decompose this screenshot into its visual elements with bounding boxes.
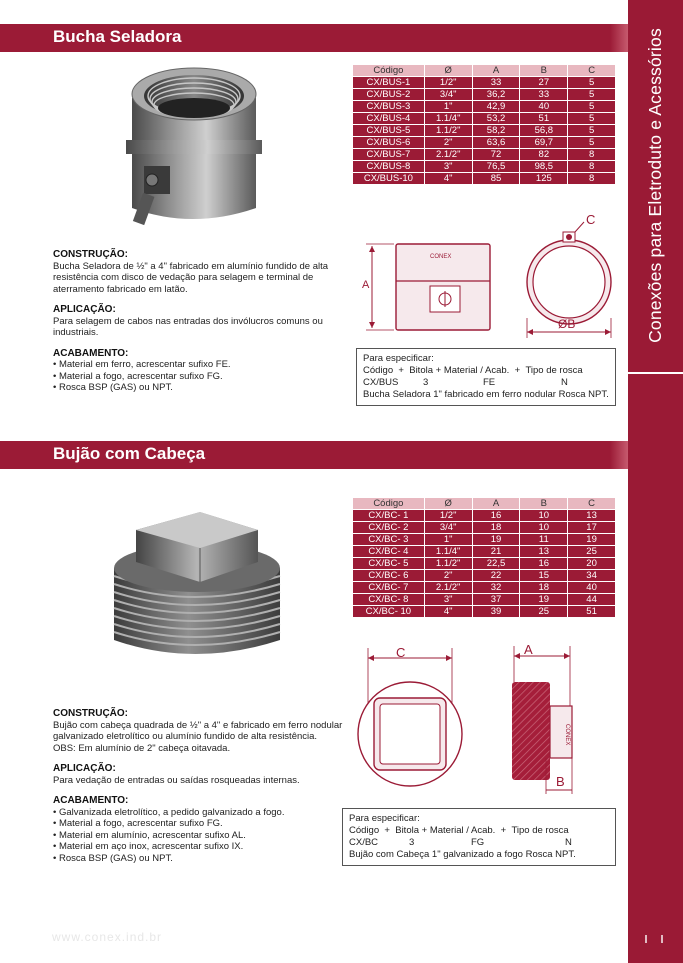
table-cell: 2.1/2" xyxy=(424,149,472,161)
table-cell: 10 xyxy=(520,522,568,534)
diagram-label-b: B xyxy=(556,774,565,789)
table-cell: 56,8 xyxy=(520,125,568,137)
table-row xyxy=(353,522,616,534)
table-row xyxy=(353,582,616,594)
section2-title: Bujão com Cabeça xyxy=(53,444,206,463)
acabamento-item: • Material em aço inox, acrescentar sufixo IX. xyxy=(53,841,244,852)
diagram-label-a: A xyxy=(524,642,533,657)
col-header-diameter: Ø xyxy=(424,498,472,510)
table-cell: 44 xyxy=(568,594,616,606)
table-cell: 1" xyxy=(424,534,472,546)
table-cell: 2" xyxy=(424,137,472,149)
table-cell: 69,7 xyxy=(520,137,568,149)
table-cell: 40 xyxy=(568,582,616,594)
table-cell: CX/BUS-3 xyxy=(353,101,425,113)
table-header-row xyxy=(353,65,616,77)
table-row xyxy=(353,173,616,185)
table-cell: CX/BC- 5 xyxy=(353,558,425,570)
table-row xyxy=(353,149,616,161)
table-cell: CX/BUS-4 xyxy=(353,113,425,125)
table-cell: 3/4" xyxy=(424,522,472,534)
table-cell: 33 xyxy=(520,89,568,101)
table-row xyxy=(353,125,616,137)
sidebar-divider xyxy=(628,372,683,374)
table-cell: 33 xyxy=(472,77,520,89)
col-header-a: A xyxy=(472,65,520,77)
table-cell: 37 xyxy=(472,594,520,606)
construcao-text: Bucha Seladora de ½" a 4" fabricado em alumínio fundido de alta resistência com disco de vedação para selagem e terminal de aterramento fabricado em latão. xyxy=(53,260,329,295)
table-cell: 36,2 xyxy=(472,89,520,101)
table-cell: 32 xyxy=(472,582,520,594)
banner-tip xyxy=(610,24,628,52)
table-cell: 5 xyxy=(568,77,616,89)
table-cell: 22 xyxy=(472,570,520,582)
table-row xyxy=(353,113,616,125)
aplicacao-text: Para vedação de entradas ou saídas rosqueadas internas. xyxy=(53,774,300,786)
table-cell: 3" xyxy=(424,594,472,606)
table-row xyxy=(353,570,616,582)
table-header-row xyxy=(353,498,616,510)
section2-banner xyxy=(0,441,628,469)
table-cell: 5 xyxy=(568,113,616,125)
table-cell: 25 xyxy=(520,606,568,618)
table-row xyxy=(353,510,616,522)
table-row xyxy=(353,137,616,149)
bucha-product-image xyxy=(122,58,272,238)
bucha-specify-box xyxy=(356,348,616,406)
table-cell: 5 xyxy=(568,137,616,149)
sidebar-mark xyxy=(645,935,663,943)
diagram-brand: CONEX xyxy=(430,254,452,260)
specify-line2: CX/BUS 3 FE N xyxy=(363,377,568,388)
construcao-heading: CONSTRUÇÃO: xyxy=(53,708,128,719)
diagram-label-a: A xyxy=(362,279,370,291)
table-row xyxy=(353,606,616,618)
table-cell: 63,6 xyxy=(472,137,520,149)
section1-title: Bucha Seladora xyxy=(53,27,182,46)
table-cell: 1.1/2" xyxy=(424,558,472,570)
table-cell: 51 xyxy=(520,113,568,125)
specify-example: Bucha Seladora 1" fabricado em ferro nodular Rosca NPT. xyxy=(363,389,609,400)
acabamento-heading: ACABAMENTO: xyxy=(53,795,129,806)
table-body xyxy=(353,77,616,185)
table-cell: 125 xyxy=(520,173,568,185)
banner-tip xyxy=(610,441,628,469)
bujao-specify-box xyxy=(342,808,616,866)
specify-line1: Código + Bitola + Material / Acab. + Tipo de rosca xyxy=(349,825,569,836)
table-cell: 18 xyxy=(520,582,568,594)
table-cell: 51 xyxy=(568,606,616,618)
table-cell: 39 xyxy=(472,606,520,618)
table-cell: CX/BUS-5 xyxy=(353,125,425,137)
table-cell: 8 xyxy=(568,149,616,161)
table-cell: 8 xyxy=(568,173,616,185)
specify-title: Para especificar: xyxy=(349,813,420,824)
col-header-diameter: Ø xyxy=(424,65,472,77)
table-cell: 5 xyxy=(568,101,616,113)
table-cell: CX/BC- 4 xyxy=(353,546,425,558)
table-cell: 82 xyxy=(520,149,568,161)
table-cell: CX/BUS-8 xyxy=(353,161,425,173)
table-cell: CX/BC- 6 xyxy=(353,570,425,582)
table-cell: 34 xyxy=(568,570,616,582)
table-cell: 1" xyxy=(424,101,472,113)
acabamento-item: • Material a fogo, acrescentar sufixo FG. xyxy=(53,818,223,829)
col-header-codigo: Código xyxy=(353,498,425,510)
table-cell: 3/4" xyxy=(424,89,472,101)
table-cell: 72 xyxy=(472,149,520,161)
table-cell: 40 xyxy=(520,101,568,113)
col-header-codigo: Código xyxy=(353,65,425,77)
table-cell: 2.1/2" xyxy=(424,582,472,594)
aplicacao-heading: APLICAÇÃO: xyxy=(53,304,116,315)
acabamento-item: • Rosca BSP (GAS) ou NPT. xyxy=(53,382,173,393)
table-cell: 16 xyxy=(472,510,520,522)
table-cell: 58,2 xyxy=(472,125,520,137)
construcao-heading: CONSTRUÇÃO: xyxy=(53,249,128,260)
table-cell: 8 xyxy=(568,161,616,173)
acabamento-item: • Material em alumínio, acrescentar sufixo AL. xyxy=(53,829,246,841)
table-cell: 22,5 xyxy=(472,558,520,570)
table-cell: 19 xyxy=(520,594,568,606)
section1-banner xyxy=(0,24,628,52)
aplicacao-heading: APLICAÇÃO: xyxy=(53,763,116,774)
table-cell: 27 xyxy=(520,77,568,89)
table-cell: 10 xyxy=(520,510,568,522)
table-cell: CX/BC- 2 xyxy=(353,522,425,534)
table-cell: 4" xyxy=(424,173,472,185)
table-cell: 3" xyxy=(424,161,472,173)
col-header-c: C xyxy=(568,498,616,510)
table-cell: CX/BUS-10 xyxy=(353,173,425,185)
acabamento-item: • Material em ferro, acrescentar sufixo FE. xyxy=(53,359,231,370)
table-row xyxy=(353,594,616,606)
table-cell: 2" xyxy=(424,570,472,582)
specify-title: Para especificar: xyxy=(363,353,434,364)
table-cell: 5 xyxy=(568,125,616,137)
col-header-a: A xyxy=(472,498,520,510)
table-cell: 53,2 xyxy=(472,113,520,125)
bujao-front-diagram xyxy=(350,642,470,792)
table-cell: 4" xyxy=(424,606,472,618)
specify-line1: Código + Bitola + Material / Acab. + Tipo de rosca xyxy=(363,365,583,376)
footer-url: www.conex.ind.br xyxy=(52,930,163,944)
table-cell: 19 xyxy=(568,534,616,546)
bucha-front-diagram xyxy=(520,208,620,348)
col-header-c: C xyxy=(568,65,616,77)
table-cell: 16 xyxy=(520,558,568,570)
construcao-text: Bujão com cabeça quadrada de ½" a 4" e fabricado em ferro nodular galvanizado eletrolítico ou alumínio fundido de alta resistência. xyxy=(53,719,343,742)
table-cell: CX/BUS-1 xyxy=(353,77,425,89)
table-cell: 42,9 xyxy=(472,101,520,113)
table-cell: 1/2" xyxy=(424,510,472,522)
table-cell: 85 xyxy=(472,173,520,185)
section2-description xyxy=(53,708,343,873)
table-cell: 20 xyxy=(568,558,616,570)
table-cell: 1.1/4" xyxy=(424,546,472,558)
diagram-label-c: C xyxy=(396,645,406,660)
table-cell: CX/BC- 1 xyxy=(353,510,425,522)
diagram-label-c: C xyxy=(586,212,596,227)
table-cell: CX/BC- 3 xyxy=(353,534,425,546)
table-row xyxy=(353,161,616,173)
table-cell: 5 xyxy=(568,89,616,101)
acabamento-item: • Galvanizada eletrolítico, a pedido galvanizado a fogo. xyxy=(53,806,285,818)
table-cell: 13 xyxy=(520,546,568,558)
table-cell: 19 xyxy=(472,534,520,546)
bujao-product-image xyxy=(108,490,288,670)
col-header-b: B xyxy=(520,65,568,77)
acabamento-item: • Material a fogo, acrescentar sufixo FG. xyxy=(53,370,223,382)
col-header-b: B xyxy=(520,498,568,510)
table-row xyxy=(353,101,616,113)
specify-line2: CX/BC 3 FG N xyxy=(349,837,572,848)
table-cell: 13 xyxy=(568,510,616,522)
acabamento-heading: ACABAMENTO: xyxy=(53,347,129,359)
diagram-brand: CONEX xyxy=(564,724,570,746)
table-cell: CX/BC- 8 xyxy=(353,594,425,606)
bucha-dimension-table xyxy=(352,64,616,185)
table-cell: 1/2" xyxy=(424,77,472,89)
bujao-side-diagram xyxy=(488,642,588,802)
table-row xyxy=(353,77,616,89)
bucha-side-diagram xyxy=(358,236,498,336)
table-cell: 1.1/4" xyxy=(424,113,472,125)
table-cell: CX/BC- 7 xyxy=(353,582,425,594)
table-row xyxy=(353,534,616,546)
table-row xyxy=(353,558,616,570)
table-cell: 15 xyxy=(520,570,568,582)
table-cell: 21 xyxy=(472,546,520,558)
table-cell: CX/BUS-6 xyxy=(353,137,425,149)
acabamento-item: • Rosca BSP (GAS) ou NPT. xyxy=(53,852,173,864)
diagram-label-b: ØB xyxy=(558,317,576,331)
table-cell: 11 xyxy=(520,534,568,546)
table-row xyxy=(353,546,616,558)
bujao-dimension-table xyxy=(352,497,616,618)
obs-text: OBS: Em alumínio de 2" cabeça oitavada. xyxy=(53,742,231,754)
table-cell: CX/BUS-2 xyxy=(353,89,425,101)
table-body xyxy=(353,510,616,618)
table-cell: 25 xyxy=(568,546,616,558)
table-cell: 1.1/2" xyxy=(424,125,472,137)
table-cell: 18 xyxy=(472,522,520,534)
sidebar-title: Conexões para Eletroduto e Acessórios xyxy=(644,27,665,343)
table-cell: 17 xyxy=(568,522,616,534)
table-row xyxy=(353,89,616,101)
table-cell: CX/BC- 10 xyxy=(353,606,425,618)
aplicacao-text: Para selagem de cabos nas entradas dos invólucros comuns ou industriais. xyxy=(53,315,323,338)
table-cell: 76,5 xyxy=(472,161,520,173)
specify-example: Bujão com Cabeça 1" galvanizado a fogo Rosca NPT. xyxy=(349,849,576,860)
table-cell: CX/BUS-7 xyxy=(353,149,425,161)
table-cell: 98,5 xyxy=(520,161,568,173)
section1-description xyxy=(53,249,343,403)
